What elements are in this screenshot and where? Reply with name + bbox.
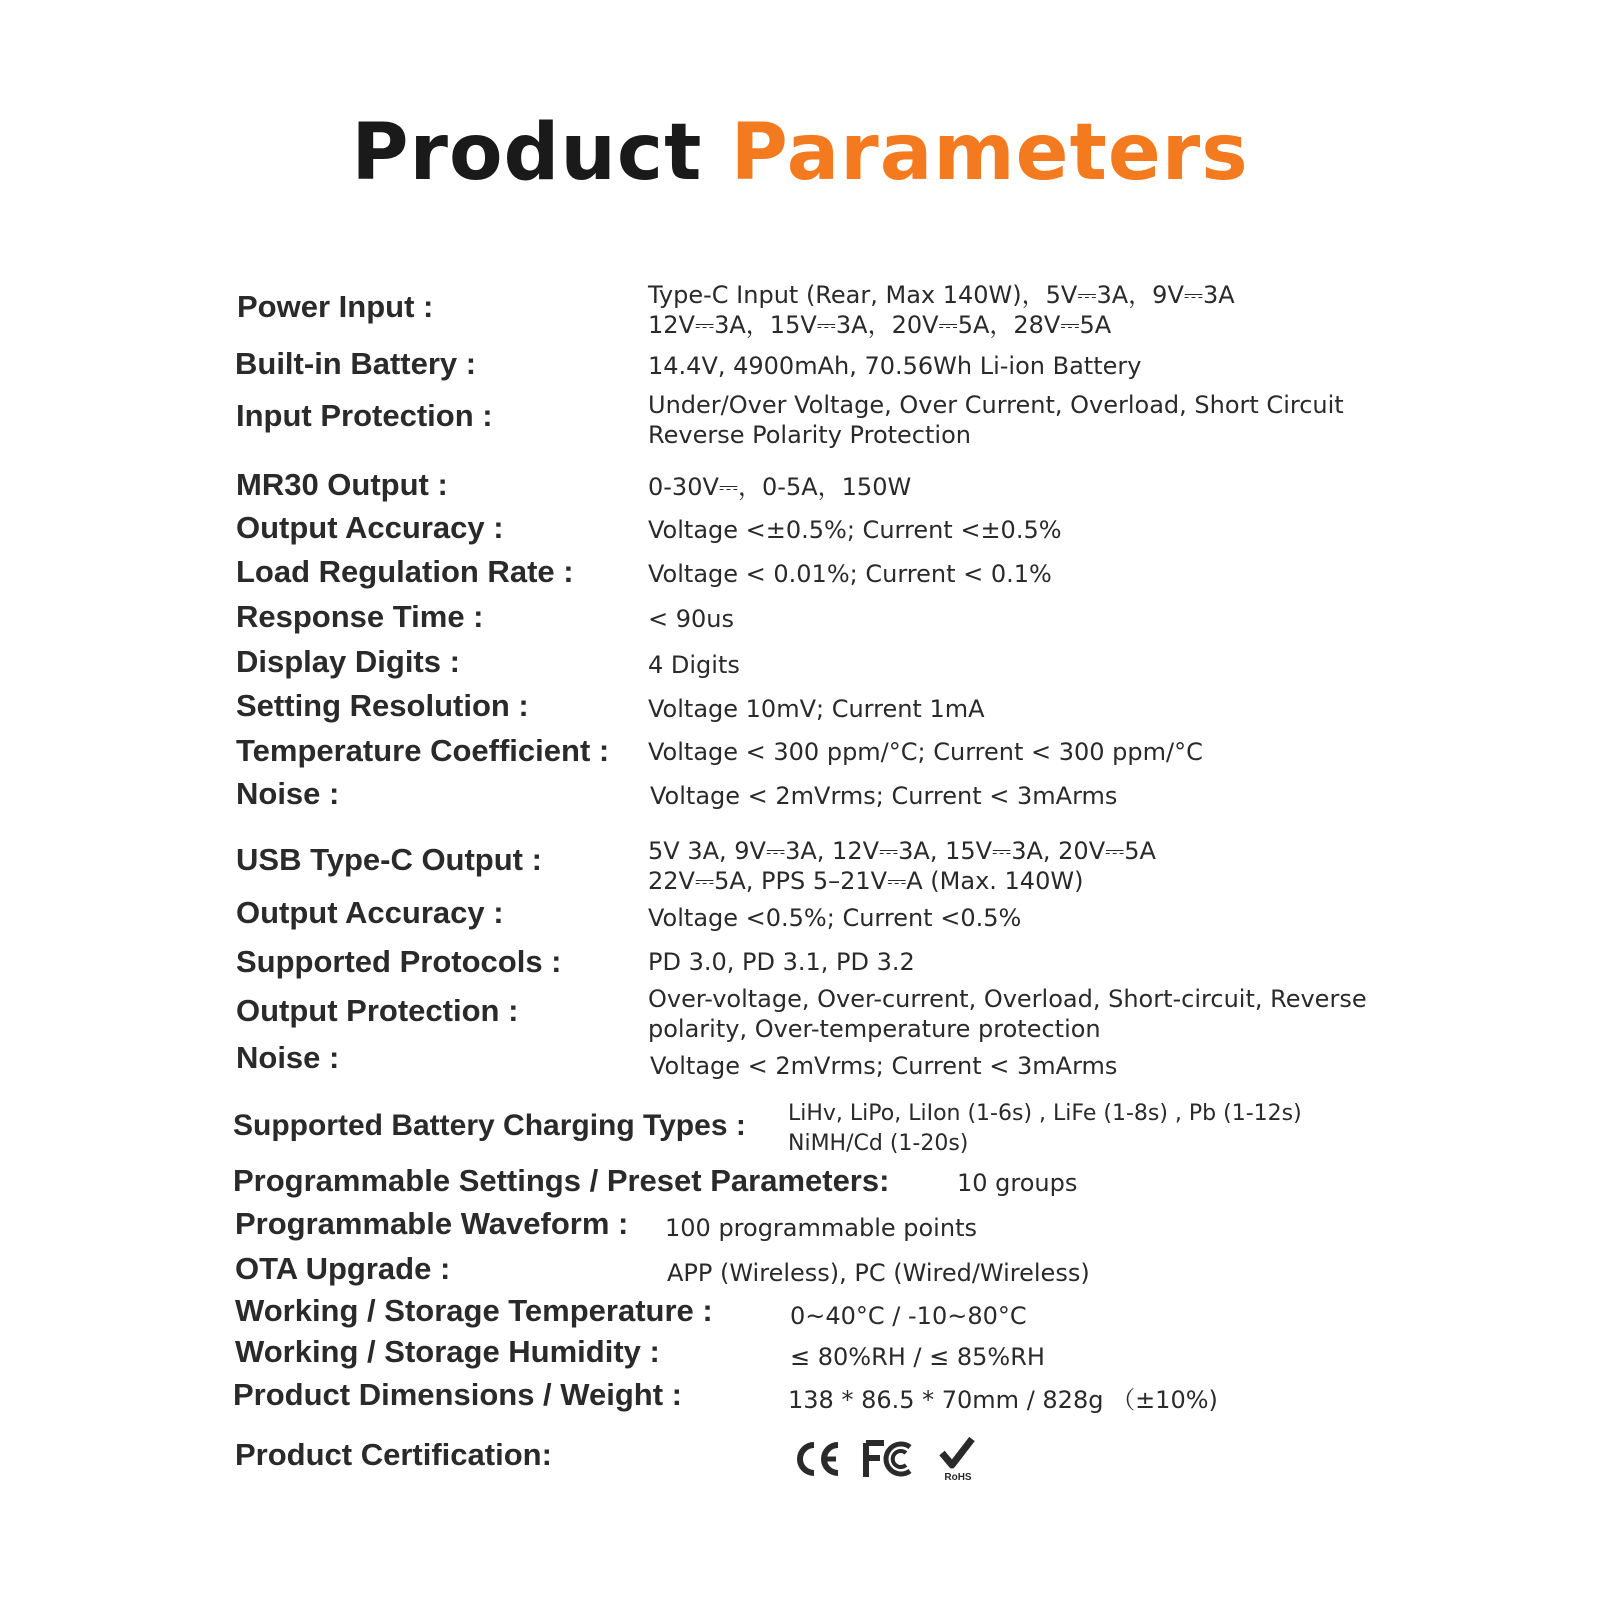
rohs-mark-icon bbox=[938, 1435, 978, 1483]
temperature-value: 0~40°C / -10~80°C bbox=[790, 1302, 1027, 1330]
usbc-output-label: USB Type-C Output : bbox=[236, 842, 542, 877]
response-time-value: < 90us bbox=[648, 605, 734, 633]
load-regulation-label: Load Regulation Rate : bbox=[236, 554, 574, 589]
display-digits-value: 4 Digits bbox=[648, 651, 740, 679]
waveform-value: 100 programmable points bbox=[665, 1214, 977, 1242]
usbc-noise-value: Voltage < 2mVrms; Current < 3mArms bbox=[650, 1052, 1118, 1080]
temp-coefficient-value: Voltage < 300 ppm/°C; Current < 300 ppm/°C bbox=[648, 738, 1203, 766]
battery-label: Built-in Battery : bbox=[235, 346, 477, 381]
output-accuracy-value: Voltage <±0.5%; Current <±0.5% bbox=[648, 516, 1062, 544]
display-digits-label: Display Digits : bbox=[236, 644, 460, 679]
ota-label: OTA Upgrade : bbox=[235, 1251, 451, 1286]
input-protection-line-2: Reverse Polarity Protection bbox=[648, 421, 971, 449]
usbc-accuracy-label: Output Accuracy : bbox=[236, 895, 504, 930]
page-title bbox=[0, 108, 1600, 198]
usbc-output-line-1: 5V 3A, 9V⎓3A, 12V⎓3A, 15V⎓3A, 20V⎓5A bbox=[648, 837, 1156, 865]
dimensions-value: 138 * 86.5 * 70mm / 828g （±10%) bbox=[788, 1386, 1218, 1414]
load-regulation-value: Voltage < 0.01%; Current < 0.1% bbox=[648, 560, 1052, 588]
noise-label: Noise : bbox=[236, 776, 340, 811]
noise-value: Voltage < 2mVrms; Current < 3mArms bbox=[650, 782, 1118, 810]
power-input-label: Power Input : bbox=[237, 289, 434, 324]
input-protection-line-1: Under/Over Voltage, Over Current, Overload, Short Circuit bbox=[648, 391, 1344, 419]
ce-mark-icon bbox=[794, 1439, 844, 1479]
usbc-accuracy-value: Voltage <0.5%; Current <0.5% bbox=[648, 904, 1022, 932]
rohs-text: RoHS bbox=[944, 1472, 972, 1483]
output-protection-label: Output Protection : bbox=[236, 993, 519, 1028]
power-input-line-1: Type-C Input (Rear, Max 140W)，5V⎓3A，9V⎓3A bbox=[648, 281, 1235, 309]
protocols-label: Supported Protocols : bbox=[236, 944, 562, 979]
output-protection-line-2: polarity, Over-temperature protection bbox=[648, 1015, 1101, 1043]
setting-resolution-label: Setting Resolution : bbox=[236, 688, 529, 723]
response-time-label: Response Time : bbox=[236, 599, 484, 634]
protocols-value: PD 3.0, PD 3.1, PD 3.2 bbox=[648, 948, 915, 976]
input-protection-label: Input Protection : bbox=[236, 398, 493, 433]
waveform-label: Programmable Waveform : bbox=[235, 1206, 629, 1241]
title-part-1: Product bbox=[351, 108, 703, 198]
input-protection-value bbox=[648, 390, 1344, 450]
usbc-output-line-2: 22V⎓5A, PPS 5–21V⎓A (Max. 140W) bbox=[648, 867, 1084, 895]
battery-value: 14.4V, 4900mAh, 70.56Wh Li-ion Battery bbox=[648, 352, 1142, 380]
battery-types-label: Supported Battery Charging Types : bbox=[233, 1109, 746, 1142]
usbc-output-value bbox=[648, 836, 1156, 896]
battery-types-value bbox=[788, 1099, 1302, 1159]
output-protection-value bbox=[648, 984, 1367, 1044]
dimensions-label: Product Dimensions / Weight : bbox=[233, 1377, 682, 1412]
ota-value: APP (Wireless), PC (Wired/Wireless) bbox=[667, 1259, 1090, 1287]
fcc-mark-icon bbox=[862, 1439, 920, 1479]
mr30-output-value: 0-30V⎓，0-5A，150W bbox=[648, 473, 912, 501]
output-protection-line-1: Over-voltage, Over-current, Overload, Short-circuit, Reverse bbox=[648, 985, 1367, 1013]
humidity-value: ≤ 80%RH / ≤ 85%RH bbox=[790, 1343, 1045, 1371]
setting-resolution-value: Voltage 10mV; Current 1mA bbox=[648, 695, 985, 723]
temp-coefficient-label: Temperature Coefficient : bbox=[236, 733, 610, 768]
presets-value: 10 groups bbox=[957, 1169, 1078, 1197]
humidity-label: Working / Storage Humidity : bbox=[235, 1334, 660, 1369]
temperature-label: Working / Storage Temperature : bbox=[235, 1293, 713, 1328]
battery-types-line-1: LiHv, LiPo, LiIon (1-6s) , LiFe (1-8s) , Pb (1-12s) bbox=[788, 1101, 1302, 1126]
power-input-value bbox=[648, 280, 1235, 340]
certification-label: Product Certification: bbox=[235, 1437, 552, 1472]
battery-types-line-2: NiMH/Cd (1-20s) bbox=[788, 1131, 969, 1156]
mr30-output-label: MR30 Output : bbox=[236, 467, 448, 502]
title-part-2: Parameters bbox=[730, 108, 1249, 198]
power-input-line-2: 12V⎓3A，15V⎓3A，20V⎓5A，28V⎓5A bbox=[648, 311, 1112, 339]
output-accuracy-label: Output Accuracy : bbox=[236, 510, 504, 545]
presets-label: Programmable Settings / Preset Parameters: bbox=[233, 1163, 890, 1198]
usbc-noise-label: Noise : bbox=[236, 1040, 340, 1075]
certification-icons bbox=[794, 1434, 978, 1484]
